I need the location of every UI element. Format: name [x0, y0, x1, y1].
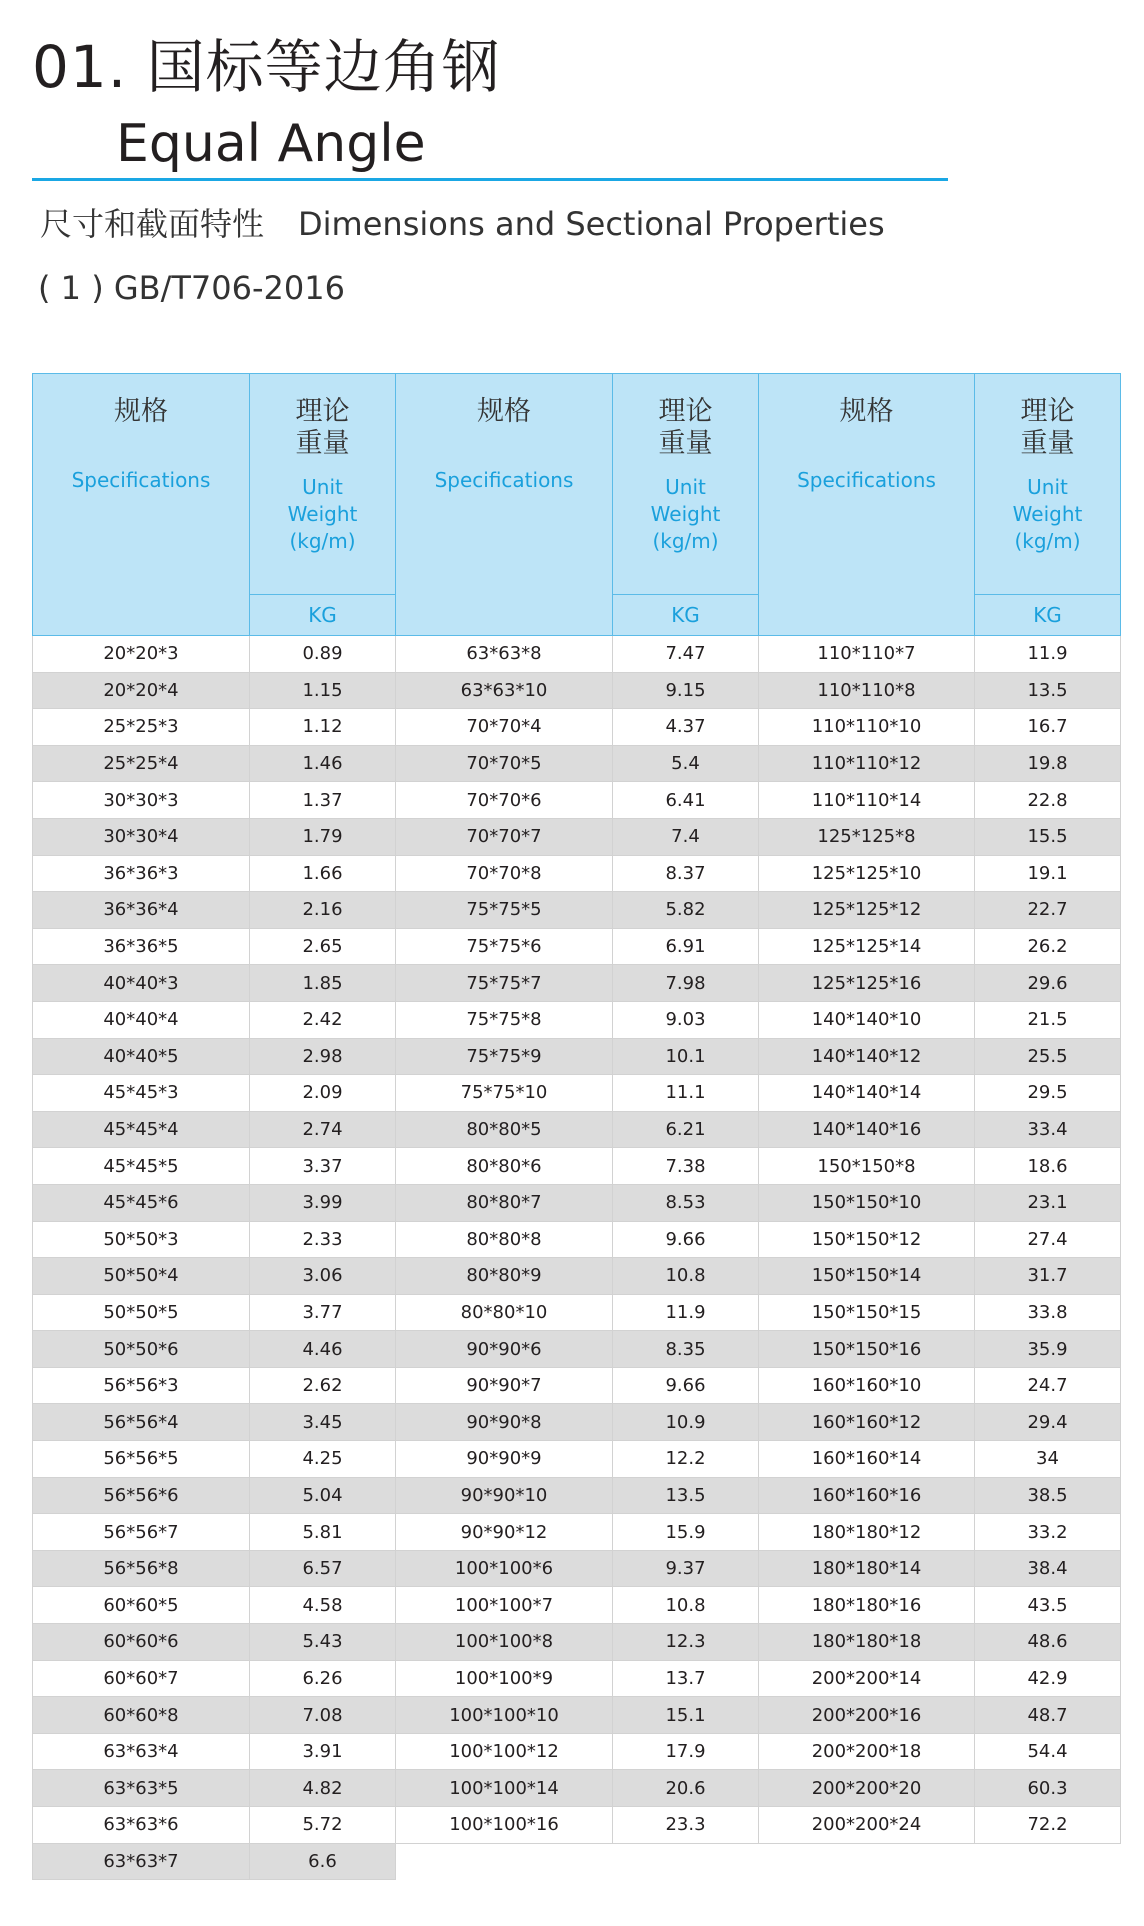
spec-cell: 56*56*4 — [33, 1404, 250, 1441]
spec-cell: 125*125*12 — [759, 892, 975, 929]
header-weight-en: Unit Weight (kg/m) — [287, 475, 358, 553]
spec-cell: 56*56*5 — [33, 1441, 250, 1478]
weight-cell: 18.6 — [975, 1148, 1121, 1185]
table-row — [33, 1148, 1121, 1185]
spec-cell: 75*75*8 — [396, 1001, 613, 1038]
table-row — [33, 1660, 1121, 1697]
weight-cell: 1.66 — [250, 855, 396, 892]
spec-cell: 80*80*5 — [396, 1111, 613, 1148]
weight-cell: 2.98 — [250, 1038, 396, 1075]
weight-cell: 3.91 — [250, 1733, 396, 1770]
subtitle-cn: 尺寸和截面特性 — [40, 205, 265, 243]
table-row — [33, 1587, 1121, 1624]
spec-table-body — [33, 636, 1121, 1880]
spec-cell: 100*100*6 — [396, 1550, 613, 1587]
weight-cell: 48.6 — [975, 1624, 1121, 1661]
spec-cell: 30*30*4 — [33, 818, 250, 855]
table-row — [33, 1697, 1121, 1734]
weight-cell: 5.82 — [613, 892, 759, 929]
empty-cell — [613, 1843, 759, 1880]
spec-cell: 200*200*20 — [759, 1770, 975, 1807]
weight-cell: 5.81 — [250, 1514, 396, 1551]
spec-cell: 36*36*4 — [33, 892, 250, 929]
spec-cell: 70*70*4 — [396, 709, 613, 746]
weight-cell: 10.9 — [613, 1404, 759, 1441]
weight-cell: 6.26 — [250, 1660, 396, 1697]
spec-cell: 50*50*6 — [33, 1331, 250, 1368]
weight-cell: 9.03 — [613, 1001, 759, 1038]
spec-cell: 75*75*10 — [396, 1075, 613, 1112]
weight-cell: 42.9 — [975, 1660, 1121, 1697]
spec-cell: 150*150*12 — [759, 1221, 975, 1258]
weight-cell: 12.3 — [613, 1624, 759, 1661]
header-weight-en: Unit Weight (kg/m) — [650, 475, 721, 553]
table-row — [33, 1001, 1121, 1038]
weight-cell: 19.8 — [975, 745, 1121, 782]
weight-cell: 7.38 — [613, 1148, 759, 1185]
weight-cell: 2.16 — [250, 892, 396, 929]
spec-cell: 63*63*7 — [33, 1843, 250, 1880]
spec-cell: 70*70*6 — [396, 782, 613, 819]
empty-cell — [396, 1843, 613, 1880]
table-row — [33, 1331, 1121, 1368]
header-weight-cn: 理论 重量 — [1020, 396, 1075, 459]
weight-cell: 11.9 — [975, 636, 1121, 673]
weight-cell: 29.5 — [975, 1075, 1121, 1112]
weight-cell: 2.33 — [250, 1221, 396, 1258]
weight-cell: 15.5 — [975, 818, 1121, 855]
spec-cell: 40*40*3 — [33, 965, 250, 1002]
table-row — [33, 1514, 1121, 1551]
weight-cell: 4.25 — [250, 1441, 396, 1478]
weight-cell: 38.4 — [975, 1550, 1121, 1587]
weight-cell: 19.1 — [975, 855, 1121, 892]
spec-cell: 45*45*4 — [33, 1111, 250, 1148]
spec-cell: 125*125*8 — [759, 818, 975, 855]
weight-cell: 24.7 — [975, 1367, 1121, 1404]
spec-cell: 200*200*24 — [759, 1807, 975, 1844]
table-row — [33, 1733, 1121, 1770]
weight-cell: 5.43 — [250, 1624, 396, 1661]
weight-cell: 8.35 — [613, 1331, 759, 1368]
weight-cell: 48.7 — [975, 1697, 1121, 1734]
weight-cell: 13.7 — [613, 1660, 759, 1697]
weight-cell: 4.58 — [250, 1587, 396, 1624]
spec-cell: 90*90*10 — [396, 1477, 613, 1514]
weight-cell: 13.5 — [613, 1477, 759, 1514]
header-spec-cn: 规格 — [114, 396, 168, 427]
weight-cell: 2.62 — [250, 1367, 396, 1404]
table-row — [33, 1807, 1121, 1844]
weight-cell: 33.2 — [975, 1514, 1121, 1551]
spec-cell: 20*20*4 — [33, 672, 250, 709]
spec-cell: 63*63*8 — [396, 636, 613, 673]
spec-cell: 30*30*3 — [33, 782, 250, 819]
spec-cell: 63*63*6 — [33, 1807, 250, 1844]
spec-cell: 150*150*15 — [759, 1294, 975, 1331]
spec-cell: 25*25*3 — [33, 709, 250, 746]
empty-cell — [975, 1843, 1121, 1880]
table-row — [33, 1367, 1121, 1404]
weight-cell: 7.98 — [613, 965, 759, 1002]
spec-cell: 150*150*8 — [759, 1148, 975, 1185]
weight-cell: 43.5 — [975, 1587, 1121, 1624]
table-row — [33, 1111, 1121, 1148]
weight-cell: 7.08 — [250, 1697, 396, 1734]
spec-cell: 80*80*6 — [396, 1148, 613, 1185]
table-row — [33, 928, 1121, 965]
weight-cell: 3.37 — [250, 1148, 396, 1185]
weight-cell: 10.8 — [613, 1258, 759, 1295]
spec-cell: 200*200*16 — [759, 1697, 975, 1734]
header-unit-2: KG — [613, 594, 759, 635]
table-row — [33, 1294, 1121, 1331]
weight-cell: 6.6 — [250, 1843, 396, 1880]
spec-cell: 25*25*4 — [33, 745, 250, 782]
weight-cell: 21.5 — [975, 1001, 1121, 1038]
spec-cell: 100*100*14 — [396, 1770, 613, 1807]
weight-cell: 3.45 — [250, 1404, 396, 1441]
spec-cell: 63*63*10 — [396, 672, 613, 709]
weight-cell: 6.41 — [613, 782, 759, 819]
spec-cell: 80*80*8 — [396, 1221, 613, 1258]
table-row — [33, 965, 1121, 1002]
weight-cell: 4.82 — [250, 1770, 396, 1807]
table-row — [33, 1770, 1121, 1807]
spec-cell: 90*90*8 — [396, 1404, 613, 1441]
weight-cell: 8.37 — [613, 855, 759, 892]
spec-cell: 90*90*7 — [396, 1367, 613, 1404]
weight-cell: 60.3 — [975, 1770, 1121, 1807]
spec-table-header — [33, 374, 1121, 636]
spec-cell: 56*56*7 — [33, 1514, 250, 1551]
weight-cell: 38.5 — [975, 1477, 1121, 1514]
header-weight-cn: 理论 重量 — [295, 396, 350, 459]
spec-cell: 45*45*5 — [33, 1148, 250, 1185]
spec-cell: 80*80*9 — [396, 1258, 613, 1295]
spec-cell: 63*63*4 — [33, 1733, 250, 1770]
spec-cell: 40*40*4 — [33, 1001, 250, 1038]
spec-cell: 100*100*12 — [396, 1733, 613, 1770]
spec-cell: 180*180*14 — [759, 1550, 975, 1587]
spec-cell: 160*160*12 — [759, 1404, 975, 1441]
spec-cell: 90*90*9 — [396, 1441, 613, 1478]
weight-cell: 3.99 — [250, 1184, 396, 1221]
header-unit-3: KG — [975, 594, 1121, 635]
weight-cell: 33.4 — [975, 1111, 1121, 1148]
spec-cell: 140*140*10 — [759, 1001, 975, 1038]
spec-cell: 110*110*14 — [759, 782, 975, 819]
spec-cell: 80*80*10 — [396, 1294, 613, 1331]
spec-cell: 140*140*12 — [759, 1038, 975, 1075]
weight-cell: 3.77 — [250, 1294, 396, 1331]
spec-cell: 180*180*16 — [759, 1587, 975, 1624]
table-row — [33, 1075, 1121, 1112]
weight-cell: 9.66 — [613, 1221, 759, 1258]
table-row — [33, 636, 1121, 673]
weight-cell: 34 — [975, 1441, 1121, 1478]
weight-cell: 33.8 — [975, 1294, 1121, 1331]
spec-cell: 70*70*8 — [396, 855, 613, 892]
spec-cell: 160*160*16 — [759, 1477, 975, 1514]
table-row — [33, 1441, 1121, 1478]
weight-cell: 9.37 — [613, 1550, 759, 1587]
table-row — [33, 782, 1121, 819]
spec-cell: 100*100*8 — [396, 1624, 613, 1661]
header-spec-3 — [759, 374, 975, 636]
spec-cell: 60*60*6 — [33, 1624, 250, 1661]
spec-cell: 36*36*5 — [33, 928, 250, 965]
spec-cell: 56*56*8 — [33, 1550, 250, 1587]
spec-cell: 160*160*10 — [759, 1367, 975, 1404]
weight-cell: 27.4 — [975, 1221, 1121, 1258]
spec-cell: 75*75*6 — [396, 928, 613, 965]
weight-cell: 1.37 — [250, 782, 396, 819]
spec-cell: 125*125*14 — [759, 928, 975, 965]
spec-cell: 75*75*5 — [396, 892, 613, 929]
weight-cell: 11.1 — [613, 1075, 759, 1112]
spec-cell: 150*150*16 — [759, 1331, 975, 1368]
table-row — [33, 709, 1121, 746]
header-weight-3 — [975, 374, 1121, 595]
spec-cell: 160*160*14 — [759, 1441, 975, 1478]
weight-cell: 10.8 — [613, 1587, 759, 1624]
header-weight-cn: 理论 重量 — [658, 396, 713, 459]
spec-cell: 110*110*12 — [759, 745, 975, 782]
weight-cell: 54.4 — [975, 1733, 1121, 1770]
spec-cell: 90*90*6 — [396, 1331, 613, 1368]
weight-cell: 16.7 — [975, 709, 1121, 746]
weight-cell: 3.06 — [250, 1258, 396, 1295]
weight-cell: 4.46 — [250, 1331, 396, 1368]
header-spec-cn: 规格 — [477, 396, 531, 427]
section-subtitle — [40, 205, 885, 243]
weight-cell: 7.4 — [613, 818, 759, 855]
weight-cell: 23.1 — [975, 1184, 1121, 1221]
table-row — [33, 1624, 1121, 1661]
header-spec-1 — [33, 374, 250, 636]
weight-cell: 6.21 — [613, 1111, 759, 1148]
weight-cell: 9.15 — [613, 672, 759, 709]
weight-cell: 9.66 — [613, 1367, 759, 1404]
table-row — [33, 1184, 1121, 1221]
spec-cell: 45*45*3 — [33, 1075, 250, 1112]
table-row — [33, 1843, 1121, 1880]
spec-cell: 75*75*7 — [396, 965, 613, 1002]
weight-cell: 23.3 — [613, 1807, 759, 1844]
spec-cell: 20*20*3 — [33, 636, 250, 673]
weight-cell: 22.7 — [975, 892, 1121, 929]
weight-cell: 5.4 — [613, 745, 759, 782]
spec-cell: 56*56*3 — [33, 1367, 250, 1404]
weight-cell: 2.65 — [250, 928, 396, 965]
header-weight-1 — [250, 374, 396, 595]
weight-cell: 25.5 — [975, 1038, 1121, 1075]
table-row — [33, 1221, 1121, 1258]
weight-cell: 12.2 — [613, 1441, 759, 1478]
spec-cell: 180*180*12 — [759, 1514, 975, 1551]
weight-cell: 17.9 — [613, 1733, 759, 1770]
standard-code: ( 1 ) GB/T706-2016 — [38, 269, 345, 307]
spec-cell: 100*100*10 — [396, 1697, 613, 1734]
table-row — [33, 855, 1121, 892]
weight-cell: 1.15 — [250, 672, 396, 709]
table-row — [33, 1258, 1121, 1295]
title-divider — [32, 178, 948, 181]
spec-cell: 125*125*10 — [759, 855, 975, 892]
weight-cell: 13.5 — [975, 672, 1121, 709]
spec-cell: 100*100*16 — [396, 1807, 613, 1844]
weight-cell: 15.1 — [613, 1697, 759, 1734]
subtitle-en: Dimensions and Sectional Properties — [298, 205, 885, 243]
weight-cell: 1.46 — [250, 745, 396, 782]
header-weight-en: Unit Weight (kg/m) — [1012, 475, 1083, 553]
spec-cell: 63*63*5 — [33, 1770, 250, 1807]
spec-cell: 200*200*14 — [759, 1660, 975, 1697]
header-weight-2 — [613, 374, 759, 595]
weight-cell: 72.2 — [975, 1807, 1121, 1844]
spec-cell: 36*36*3 — [33, 855, 250, 892]
spec-cell: 50*50*5 — [33, 1294, 250, 1331]
weight-cell: 2.09 — [250, 1075, 396, 1112]
weight-cell: 35.9 — [975, 1331, 1121, 1368]
spec-cell: 100*100*9 — [396, 1660, 613, 1697]
spec-cell: 180*180*18 — [759, 1624, 975, 1661]
spec-cell: 60*60*7 — [33, 1660, 250, 1697]
spec-cell: 50*50*4 — [33, 1258, 250, 1295]
weight-cell: 1.79 — [250, 818, 396, 855]
spec-cell: 75*75*9 — [396, 1038, 613, 1075]
weight-cell: 5.72 — [250, 1807, 396, 1844]
spec-cell: 70*70*7 — [396, 818, 613, 855]
page-title-english: Equal Angle — [116, 114, 426, 174]
spec-cell: 150*150*10 — [759, 1184, 975, 1221]
spec-cell: 60*60*8 — [33, 1697, 250, 1734]
weight-cell: 6.57 — [250, 1550, 396, 1587]
weight-cell: 26.2 — [975, 928, 1121, 965]
weight-cell: 7.47 — [613, 636, 759, 673]
spec-cell: 45*45*6 — [33, 1184, 250, 1221]
table-row — [33, 745, 1121, 782]
table-row — [33, 672, 1121, 709]
spec-cell: 110*110*10 — [759, 709, 975, 746]
page-title: 01. 国标等边角钢 — [32, 33, 501, 101]
spec-cell: 50*50*3 — [33, 1221, 250, 1258]
spec-cell: 56*56*6 — [33, 1477, 250, 1514]
weight-cell: 2.74 — [250, 1111, 396, 1148]
weight-cell: 11.9 — [613, 1294, 759, 1331]
table-row — [33, 892, 1121, 929]
weight-cell: 1.85 — [250, 965, 396, 1002]
weight-cell: 29.6 — [975, 965, 1121, 1002]
weight-cell: 4.37 — [613, 709, 759, 746]
spec-cell: 70*70*5 — [396, 745, 613, 782]
weight-cell: 1.12 — [250, 709, 396, 746]
spec-table — [32, 373, 1121, 1880]
weight-cell: 5.04 — [250, 1477, 396, 1514]
header-spec-en: Specifications — [797, 468, 936, 492]
spec-cell: 125*125*16 — [759, 965, 975, 1002]
empty-cell — [759, 1843, 975, 1880]
spec-cell: 110*110*8 — [759, 672, 975, 709]
spec-cell: 100*100*7 — [396, 1587, 613, 1624]
header-spec-en: Specifications — [434, 468, 574, 492]
spec-cell: 140*140*14 — [759, 1075, 975, 1112]
header-spec-2 — [396, 374, 613, 636]
spec-cell: 80*80*7 — [396, 1184, 613, 1221]
spec-cell: 90*90*12 — [396, 1514, 613, 1551]
spec-cell: 60*60*5 — [33, 1587, 250, 1624]
spec-cell: 200*200*18 — [759, 1733, 975, 1770]
weight-cell: 20.6 — [613, 1770, 759, 1807]
weight-cell: 2.42 — [250, 1001, 396, 1038]
table-row — [33, 818, 1121, 855]
weight-cell: 6.91 — [613, 928, 759, 965]
weight-cell: 31.7 — [975, 1258, 1121, 1295]
table-row — [33, 1404, 1121, 1441]
table-row — [33, 1477, 1121, 1514]
weight-cell: 0.89 — [250, 636, 396, 673]
weight-cell: 8.53 — [613, 1184, 759, 1221]
spec-cell: 150*150*14 — [759, 1258, 975, 1295]
weight-cell: 29.4 — [975, 1404, 1121, 1441]
weight-cell: 15.9 — [613, 1514, 759, 1551]
spec-cell: 110*110*7 — [759, 636, 975, 673]
header-spec-en: Specifications — [71, 468, 211, 492]
header-unit-1: KG — [250, 594, 396, 635]
table-row — [33, 1038, 1121, 1075]
table-row — [33, 1550, 1121, 1587]
weight-cell: 10.1 — [613, 1038, 759, 1075]
header-spec-cn: 规格 — [839, 396, 894, 427]
weight-cell: 22.8 — [975, 782, 1121, 819]
spec-cell: 40*40*5 — [33, 1038, 250, 1075]
spec-cell: 140*140*16 — [759, 1111, 975, 1148]
